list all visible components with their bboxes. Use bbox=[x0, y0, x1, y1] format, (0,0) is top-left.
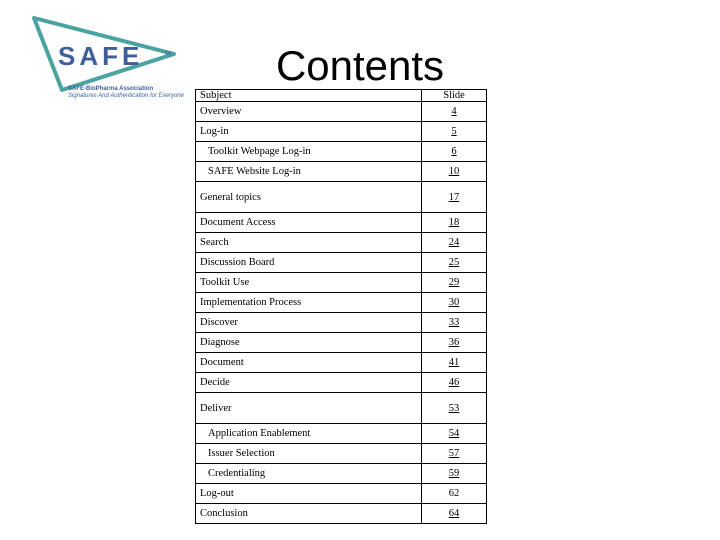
row-subject: Document bbox=[196, 353, 422, 373]
table-row bbox=[196, 504, 487, 524]
row-subject: SAFE Website Log-in bbox=[196, 162, 422, 182]
page-title: Contents bbox=[275, 42, 445, 89]
table-row bbox=[196, 122, 487, 142]
row-slide-cell bbox=[422, 444, 487, 464]
row-slide-cell bbox=[422, 293, 487, 313]
logo-subtitle-line1: SAFE-BioPharma Association bbox=[68, 86, 154, 92]
slide-link[interactable]: 36 bbox=[448, 337, 460, 348]
row-slide-cell bbox=[422, 424, 487, 444]
slide-link[interactable]: 53 bbox=[448, 402, 460, 414]
slide-link[interactable]: 18 bbox=[448, 217, 460, 228]
row-slide-cell bbox=[422, 484, 487, 504]
slide-link[interactable]: 25 bbox=[448, 257, 460, 268]
slide-link[interactable]: 6 bbox=[451, 146, 457, 157]
table-row bbox=[196, 424, 487, 444]
safe-logo bbox=[28, 16, 184, 99]
slide-link[interactable]: 10 bbox=[448, 166, 460, 177]
row-slide-cell bbox=[422, 142, 487, 162]
row-slide-cell bbox=[422, 333, 487, 353]
table-row bbox=[196, 393, 487, 424]
row-subject: Credentialing bbox=[196, 464, 422, 484]
slide-link[interactable]: 17 bbox=[448, 191, 460, 203]
row-subject: Search bbox=[196, 233, 422, 253]
row-slide-cell bbox=[422, 102, 487, 122]
row-slide-cell bbox=[422, 273, 487, 293]
header-subject: Subject bbox=[196, 90, 422, 102]
table-row bbox=[196, 444, 487, 464]
slide-link[interactable]: 29 bbox=[448, 277, 460, 288]
row-subject: Implementation Process bbox=[196, 293, 422, 313]
table-row bbox=[196, 182, 487, 213]
row-subject: Log-in bbox=[196, 122, 422, 142]
row-slide-cell bbox=[422, 253, 487, 273]
table-row bbox=[196, 373, 487, 393]
row-slide-cell bbox=[422, 464, 487, 484]
row-subject: Discussion Board bbox=[196, 253, 422, 273]
slide-link[interactable]: 54 bbox=[448, 428, 460, 439]
table-row bbox=[196, 102, 487, 122]
table-row bbox=[196, 353, 487, 373]
slide-link[interactable]: 24 bbox=[448, 237, 460, 248]
contents-table-body bbox=[196, 102, 487, 524]
table-row bbox=[196, 233, 487, 253]
slide-link[interactable]: 5 bbox=[451, 126, 457, 137]
row-subject: Deliver bbox=[196, 393, 422, 424]
header-slide: Slide bbox=[422, 90, 487, 102]
row-subject: Toolkit Webpage Log-in bbox=[196, 142, 422, 162]
slide-link[interactable]: 59 bbox=[448, 468, 460, 479]
table-row bbox=[196, 213, 487, 233]
table-row bbox=[196, 313, 487, 333]
row-slide-cell bbox=[422, 504, 487, 524]
row-slide-cell bbox=[422, 353, 487, 373]
row-slide-cell bbox=[422, 122, 487, 142]
slide-link: 62 bbox=[448, 488, 460, 499]
table-row bbox=[196, 464, 487, 484]
table-row bbox=[196, 293, 487, 313]
table-row bbox=[196, 273, 487, 293]
row-subject: Discover bbox=[196, 313, 422, 333]
row-slide-cell bbox=[422, 162, 487, 182]
row-subject: Diagnose bbox=[196, 333, 422, 353]
row-slide-cell bbox=[422, 393, 487, 424]
logo-subtitle-line2: Signatures And Authentication for Everyone bbox=[68, 93, 184, 99]
row-subject: Overview bbox=[196, 102, 422, 122]
table-row bbox=[196, 142, 487, 162]
logo-trademark: TM bbox=[164, 51, 172, 57]
row-subject: Conclusion bbox=[196, 504, 422, 524]
logo-subtitle bbox=[68, 86, 184, 100]
slide-link[interactable]: 41 bbox=[448, 357, 460, 368]
row-subject: Decide bbox=[196, 373, 422, 393]
row-subject: Issuer Selection bbox=[196, 444, 422, 464]
slide-link[interactable]: 46 bbox=[448, 377, 460, 388]
row-slide-cell bbox=[422, 373, 487, 393]
slide-link[interactable]: 30 bbox=[448, 297, 460, 308]
contents-table bbox=[195, 89, 487, 524]
slide-link[interactable]: 57 bbox=[448, 448, 460, 459]
row-subject: Application Enablement bbox=[196, 424, 422, 444]
row-slide-cell bbox=[422, 182, 487, 213]
row-subject: Toolkit Use bbox=[196, 273, 422, 293]
table-row bbox=[196, 162, 487, 182]
row-subject: General topics bbox=[196, 182, 422, 213]
table-row bbox=[196, 484, 487, 504]
row-slide-cell bbox=[422, 233, 487, 253]
logo-wordmark: SAFE bbox=[58, 41, 144, 71]
table-row bbox=[196, 333, 487, 353]
slide-link[interactable]: 33 bbox=[448, 317, 460, 328]
row-subject: Document Access bbox=[196, 213, 422, 233]
table-header-row bbox=[196, 90, 487, 102]
row-subject: Log-out bbox=[196, 484, 422, 504]
slide-link[interactable]: 64 bbox=[448, 508, 460, 519]
slide-link[interactable]: 4 bbox=[451, 106, 457, 117]
row-slide-cell bbox=[422, 313, 487, 333]
table-row bbox=[196, 253, 487, 273]
row-slide-cell bbox=[422, 213, 487, 233]
